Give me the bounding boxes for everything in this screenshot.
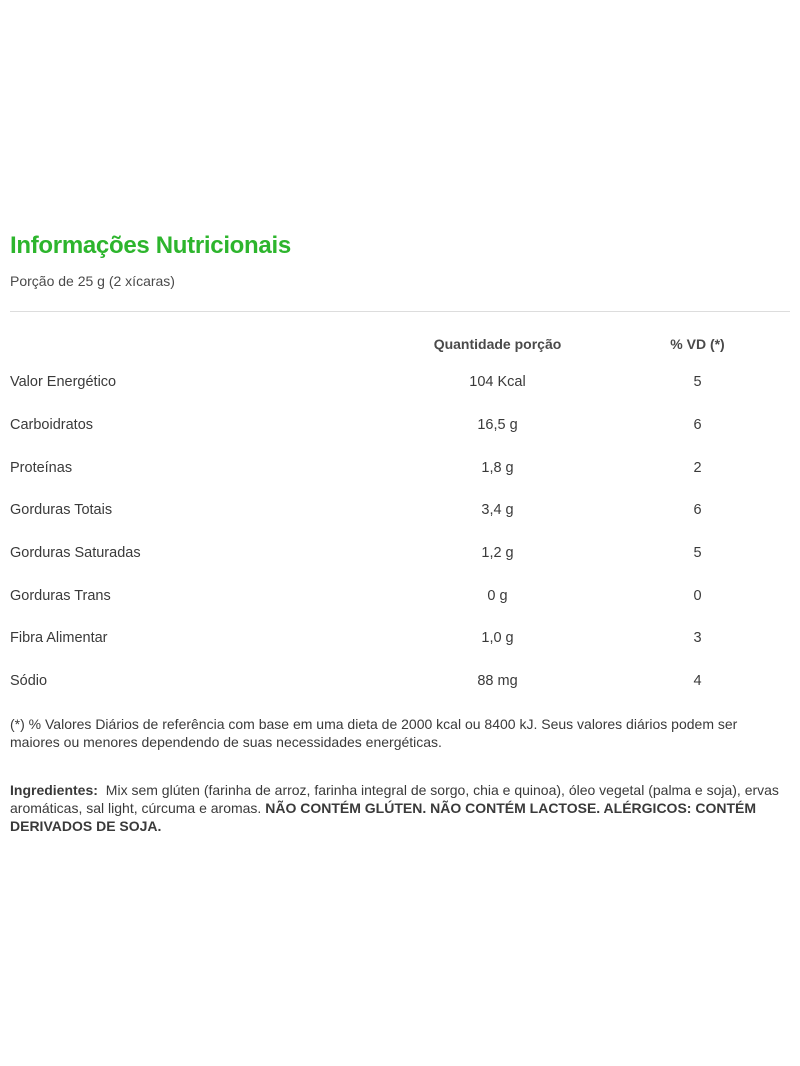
nutrient-daily-value: 3 — [693, 630, 702, 647]
nutrient-daily-value: 0 — [693, 587, 702, 604]
divider — [10, 311, 790, 312]
daily-value-footnote: (*) % Valores Diários de referência com base em uma dieta de 2000 kcal ou 8400 kJ. Seus valores diários podem ser maiores ou menores dependendo de suas necessidades energéticas. — [10, 715, 738, 750]
table-row — [10, 361, 790, 404]
table-row — [10, 446, 790, 489]
page-title: Informações Nutricionais — [10, 232, 291, 259]
nutrient-quantity: 88 mg — [477, 673, 518, 690]
nutrient-quantity: 3,4 g — [481, 502, 514, 519]
ingredients-section — [10, 781, 790, 835]
nutrient-name: Carboidratos — [10, 417, 94, 434]
nutrient-daily-value: 5 — [693, 545, 702, 562]
nutrition-panel — [10, 228, 790, 835]
allergen-warning: NÃO CONTÉM GLÚTEN. NÃO CONTÉM LACTOSE. ALÉRGICOS: CONTÉM DERIVADOS DE SOJA. — [10, 799, 756, 834]
table-row — [10, 532, 790, 575]
nutrient-quantity: 1,8 g — [481, 459, 514, 476]
table-row — [10, 660, 790, 703]
nutrient-daily-value: 4 — [693, 673, 702, 690]
nutrient-daily-value: 2 — [693, 459, 702, 476]
nutrient-daily-value: 6 — [693, 502, 702, 519]
table-header-row — [10, 326, 790, 361]
ingredients-label: Ingredientes: — [10, 781, 98, 798]
nutrient-name: Fibra Alimentar — [10, 630, 108, 647]
table-row — [10, 404, 790, 447]
nutrient-name: Gorduras Trans — [10, 587, 111, 604]
table-row — [10, 617, 790, 660]
nutrient-daily-value: 6 — [693, 417, 702, 434]
nutrient-name: Gorduras Totais — [10, 502, 113, 519]
nutrient-name: Valor Energético — [10, 374, 117, 391]
table-row — [10, 574, 790, 617]
nutrient-quantity: 104 Kcal — [469, 374, 526, 391]
nutrient-quantity: 0 g — [487, 587, 508, 604]
nutrient-name: Gorduras Saturadas — [10, 545, 141, 562]
nutrient-daily-value: 5 — [693, 374, 702, 391]
table-row — [10, 489, 790, 532]
nutrition-table — [10, 326, 790, 703]
portion-size: Porção de 25 g (2 xícaras) — [10, 273, 175, 289]
nutrient-quantity: 1,2 g — [481, 545, 514, 562]
column-header-daily-value: % VD (*) — [670, 335, 725, 352]
nutrient-name: Sódio — [10, 673, 48, 690]
ingredients-text: Mix sem glúten (farinha de arroz, farinha integral de sorgo, chia e quinoa), óleo vegetal (palma e soja), ervas aromáticas, sal light, cúrcuma e aromas. — [10, 781, 779, 816]
nutrient-quantity: 16,5 g — [477, 417, 518, 434]
column-header-quantity: Quantidade porção — [433, 335, 562, 352]
nutrient-quantity: 1,0 g — [481, 630, 514, 647]
nutrient-name: Proteínas — [10, 459, 73, 476]
